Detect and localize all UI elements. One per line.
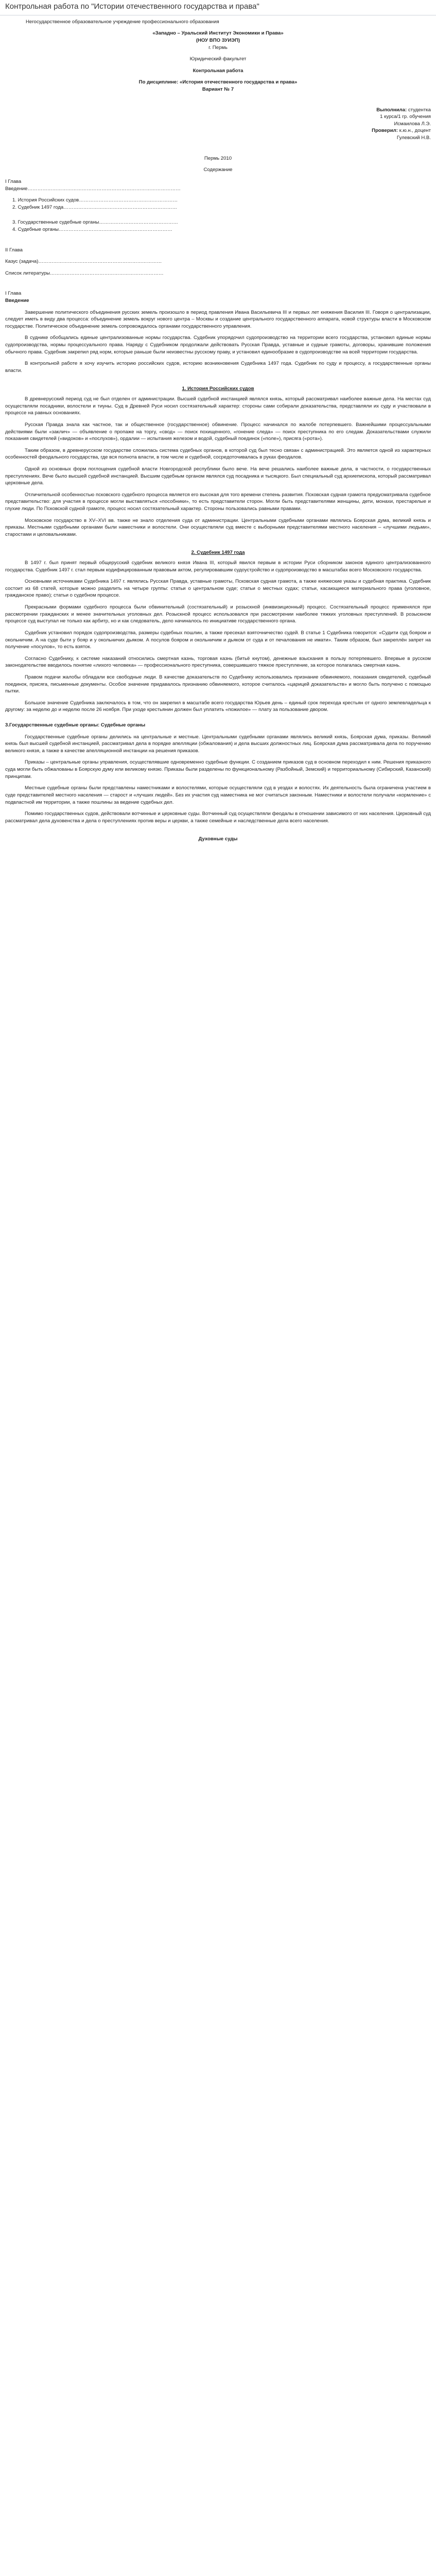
front-city: г. Пермь	[208, 44, 228, 50]
section-heading: 1. История Российских судов	[182, 386, 254, 392]
toc-title: Содержание	[203, 167, 233, 173]
front-abbr: (НОУ ВПО ЗУИЭП)	[196, 37, 240, 43]
checker-name: Гулевский Н.В.	[396, 135, 431, 141]
toc-line: 1. История Российских судов……………………………………………………	[12, 197, 178, 204]
front-discipline: По дисциплине: «История отечественного государства и права»	[138, 79, 298, 86]
front-variant: Вариант № 7	[202, 87, 234, 93]
paragraph: В суднике обобщались единые централизованные нормы государства. Судебник упорядочил судопроизводство на территории всего государства, установил единые нормы судопроизводства, нормы процессуального права. Наряду с Судебником продолжали действовать Русская Правда, уставные и судные грамоты, договоры, хранившие положения обычного права. Судебник закрепил ряд норм, которые раньше были неизвестны русскому праву, и установил единообразие в судопроизводстве на всей территории государства.	[5, 335, 431, 355]
paragraph: Помимо государственных судов, действовали вотчинные и церковные суды. Вотчинный суд осуществляли феодалы в отношении зависимого от них населения. Церковный суд рассматривал дела духовенства и дела о преступлениях против веры и церкви, а также семейные и наследственные дела всего населения.	[5, 811, 431, 824]
paragraph: Одной из основных форм поглощения судебной власти Новгородской республики было вече. На вече решались наиболее важные дела, в частности, о государственных преступлениях. Вече было высшей судебной инстанцией. Высшим судебным органом являлся суд посадника и тысяцкого. Был специальный суд архиепископа, который рассматривал церковные дела.	[5, 466, 431, 486]
student-name: Исмаилова Л.Э.	[394, 121, 431, 127]
front-faculty: Юридический факультет	[189, 56, 247, 62]
front-institution: Негосударственное образовательное учреждение профессионального образования	[26, 19, 219, 25]
paragraph: Приказы – центральные органы управления, осуществлявшие одновременно судебные функции. С созданием приказов суд в основном переходил к ним. Решения приказного суда могли быть обжалованы в Боярскую думу или великому князю. Приказы были разделены по функциональному (Разбойный, Земский) и территориальному (Сибирский, Казанский) принципам.	[5, 759, 431, 779]
document-body	[0, 15, 436, 843]
paragraph: Большое значение Судебника заключалось в том, что он закрепил в масштабе всего государства Юрьев день – единый срок перехода крестьян от одного землевладельца к другому: за неделю до и неделю после 26 ноября. При уходе крестьянин должен был уплатить «пожилое» — плату за пользование двором.	[5, 700, 431, 713]
paragraph: Отличительной особенностью псковского судебного процесса является его высокая для того времени степень развития. Псковская судная грамота предусматривала судебное представительство: для участия в процессе могли выставляться «пособники», то есть представители сторон. Могли быть представителями женщины, дети, монахи, престарелые и глухие люди. По Псковской судной грамоте, процесс носил состязательный характер. Стороны пользовались равными правами.	[5, 492, 431, 512]
checker-label: Проверил:	[372, 128, 398, 134]
section-heading: 2. Судебник 1497 года	[191, 550, 245, 556]
front-checker	[5, 127, 431, 134]
paragraph: Русская Правда знала как частное, так и общественное (государственное) обвинение. Процесс начинался по жалобе потерпевшего. Важнейшими процессуальными действиями были «заклич» — объявление о пропаже на торгу, «свод» — поиск похищенного, «гонение следа» — поиск преступника по его следам. Доказательствами служили показания свидетелей («видоков» и «послухов»), ордалии — испытания железом и водой, судебный поединок («поле»), присяга («рота»).	[5, 421, 431, 442]
checker-role: к.ю.н., доцент	[399, 128, 431, 134]
toc-line: Казус (задача)…………………………………………………………………	[5, 259, 162, 265]
section-heading: Духовные суды	[198, 836, 238, 842]
page	[0, 0, 436, 867]
toc-line: I Глава	[5, 178, 22, 184]
front-student	[5, 107, 431, 114]
paragraph: Основными источниками Судебника 1497 г. являлись Русская Правда, уставные грамоты, Псковская судная грамота, а также княжеские указы и судебная практика. Судебник состоит из 68 статей, которые можно разделить на четыре группы: статьи о центральном суде; статьи о местных судах; статьи, касающиеся материального права (уголовное, гражданское право); статьи о судебном процессе.	[5, 579, 431, 599]
document-title: Контрольная работа по "Истории отечественного государства и права"	[5, 2, 259, 11]
paragraph: Прекрасными формами судебного процесса были обвинительный (состязательный) и розыскной (инквизиционный) процесс. Состязательный процесс применялся при рассмотрении гражданских и менее значительных уголовных дел. Розыскной процесс использовался при рассмотрении наиболее тяжких уголовных преступлений. В розыскном процессе суд выступал не только как арбитр, но и как следователь, дело начиналось по инициативе государственного органа.	[5, 604, 431, 624]
paragraph: Судебник установил порядок судопроизводства, размеры судебных пошлин, а также пресекал взяточничество судей. В статье 1 Судебника говорится: «Судити суд бояром и окольничим. А на суде быти у бояр и у окольничих дьяком. А посулов бояром и окольничим и дьяком от суда и от печалования не имати». Таким образом, был закреплён запрет на получение «посулов», то есть взяток.	[5, 630, 431, 650]
front-university: «Западно – Уральский Институт Экономики и Права»	[152, 30, 284, 37]
paragraph: В древнерусский период суд не был отделен от администрации. Высшей судебной инстанцией являлся князь, который рассматривал наиболее важные дела. На местах суд осуществляли посадники, волостели и тиуны. Суд в Древней Руси носил состязательный характер: стороны сами собирали доказательства, представляли их суду и участвовали в процессе на равных основаниях.	[5, 396, 431, 416]
student-role: студентка	[408, 107, 431, 113]
paragraph: Завершение политического объединения русских земель произошло в период правления Ивана Васильевича III и первых лет княжения Василия III. Говоря о централизации, следует иметь в виду два процесса: объединение земель вокруг нового центра – Москвы и создание центрального государственного аппарата, новой структуры власти в Московском государстве. Политическое объединение земель сопровождалось органами государственного управления.	[5, 309, 431, 329]
front-city-year: Пермь 2010	[204, 155, 232, 161]
section-heading: 3.Государственные судебные органы: Судебные органы	[5, 722, 146, 728]
page-header	[0, 0, 436, 15]
paragraph: Согласно Судебнику, к системе наказаний относились смертная казнь, торговая казнь (битьё кнутом), денежные взыскания в пользу потерпевшего. Впервые в русском законодательстве вводилось понятие «лихого человека» — профессионального преступника, совершившего тяжкое преступление, за которое полагалась смертная казнь.	[5, 655, 431, 669]
toc-line: 3. Государственные судебные органы…………………………………………	[12, 219, 178, 226]
chapter-heading: I Глава	[5, 291, 22, 297]
paragraph: Московское государство в XV–XVI вв. также не знало отделения суда от администрации. Центральными судебными органами являлись Боярская дума, великий князь и приказы. Местными судебными органами были наместники и волостели. Они осуществляли суд вместе с выборными представителями местного населения – «лучшими людьми», старостами и целовальниками.	[5, 517, 431, 537]
paragraph: Государственные судебные органы делились на центральные и местные. Центральными судебными органами являлись великий князь, Боярская дума, приказы. Великий князь был высшей судебной инстанцией, рассматривал дела в порядке апелляции (обжалования) и дела высших должностных лиц. Боярская дума рассматривала дела по поручению великого князя, а также в качестве апелляционной инстанции на решения приказов.	[5, 734, 431, 754]
paragraph: Правом подачи жалобы обладали все свободные люди. В качестве доказательств по Судебнику использовались признание обвиняемого, показания свидетелей, судебный поединок, присяга, письменные документы. Особое значение придавалось признанию обвиняемого, которое считалось «царицей доказательств» и могло быть получено с помощью пытки.	[5, 674, 431, 694]
table-of-contents	[5, 178, 431, 277]
student-label: Выполнила:	[376, 107, 407, 113]
paragraph: В контрольной работе я хочу изучить историю российских судов, историю возникновения Судебника 1497 года. Судебник по суду и процессу, а государственные органы власти.	[5, 361, 431, 374]
toc-line: 2. Судебник 1497 года……………………………………………………………	[12, 204, 177, 210]
intro-title: Введение	[5, 297, 29, 303]
toc-line: Список литературы……………………………………………………………	[5, 270, 164, 276]
toc-line: II Глава	[5, 247, 23, 253]
paragraph: В 1497 г. был принят первый общерусский судебник великого князя Ивана III, который явился первым в истории Руси сборником законов единого централизованного государства. Судебник 1497 г. стал первым кодифицированным правовым актом, регулировавшим судоустройство и судопроизводство в масштабах всего Московского государства.	[5, 560, 431, 573]
paragraph: Таким образом, в древнерусском государстве сложилась система судебных органов, в которой суд был тесно связан с администрацией. Это является одной из характерных особенностей феодального государства, где вся полнота власти, в том числе и судебной, сосредоточивалась в руках феодалов.	[5, 447, 431, 461]
paragraph: Местные судебные органы были представлены наместниками и волостелями, которые осуществляли суд в уездах и волостях. Их деятельность была ограничена участием в суде представителей местного населения — старост и «лучших людей». Без их участия суд наместника не мог считаться законным. Наместники и волостели получали «кормление» с подвластной им территории, а также пошлины за ведение судебных дел.	[5, 785, 431, 805]
front-work-type: Контрольная работа	[193, 67, 243, 74]
student-course: 1 курса/1 гр. обучения	[380, 114, 431, 120]
toc-line: Введение…………………………………………………………………………………	[5, 185, 181, 192]
toc-line: 4. Судебные органы……………………………………………………………	[12, 226, 172, 232]
